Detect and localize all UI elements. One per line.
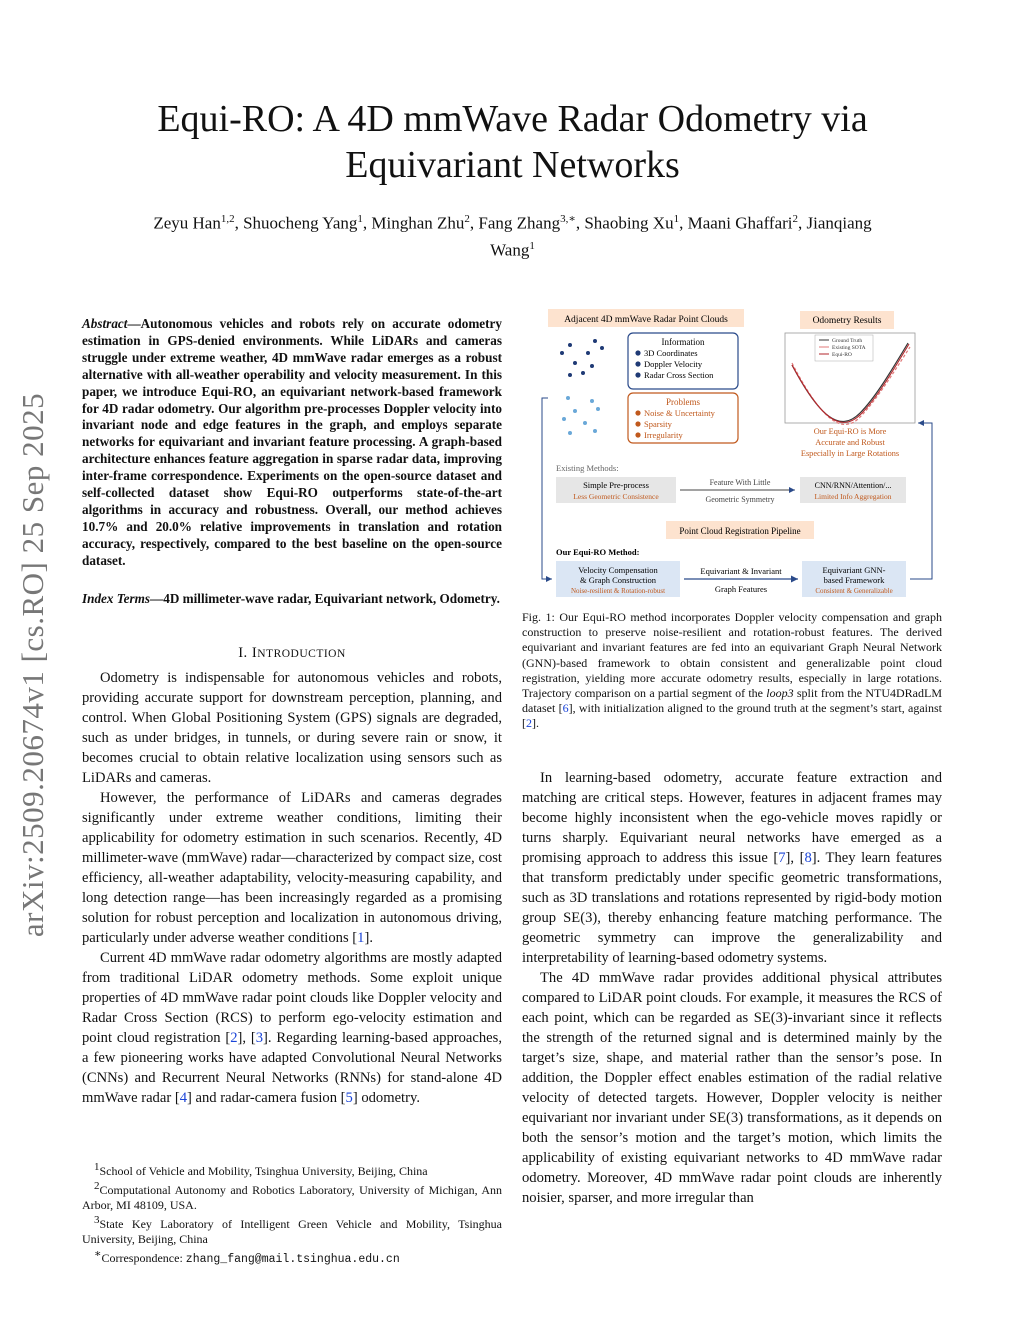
odometry-label: Odometry Results bbox=[812, 316, 882, 326]
authors-line-1: Zeyu Han$^{1,2}$, Shuocheng Yang$^1$, Minghan Zhu$^2$, Fang Zhang$^{3,∗}$, Shaobing Xu$^1$, Maani Ghaffari$^2$, Jianqiang bbox=[153, 213, 872, 233]
footnote-list bbox=[82, 1160, 502, 1247]
citation-link: 2 bbox=[230, 1030, 238, 1046]
equivariant-invariant-label: Equivariant & Invariant bbox=[700, 566, 782, 576]
footnote bbox=[82, 1160, 502, 1179]
caption-text: ], with initialization aligned to the ground truth at the segment’s start, against [ bbox=[522, 701, 943, 731]
author-name: Shuocheng Yang bbox=[243, 213, 358, 233]
citation-link: 2 bbox=[526, 716, 532, 731]
paragraph-text: ], [ bbox=[785, 850, 805, 866]
bullet-dot bbox=[635, 410, 640, 415]
author-name: Wang bbox=[490, 240, 530, 260]
author-list bbox=[90, 208, 935, 261]
bullet-dot bbox=[635, 361, 640, 366]
footnote-mark: 1 bbox=[94, 1161, 100, 1173]
citation-link: 8 bbox=[804, 850, 812, 866]
author-name: Shaobing Xu bbox=[584, 213, 674, 233]
index-terms-label: Index Terms bbox=[82, 591, 151, 606]
figure-1-diagram bbox=[540, 303, 940, 603]
caption-text: ]. bbox=[532, 716, 539, 731]
footnote bbox=[82, 1213, 502, 1247]
right-bracket-arrow bbox=[910, 423, 932, 579]
introduction-body bbox=[82, 668, 502, 1108]
section-number: I. bbox=[238, 645, 248, 661]
figure-caption bbox=[522, 610, 942, 732]
cnn-label: CNN/RNN/Attention/... bbox=[814, 481, 892, 490]
authors-line-2 bbox=[90, 235, 935, 262]
index-terms-text: —4D millimeter-wave radar, Equivariant network, Odometry. bbox=[150, 591, 500, 606]
footnote-text: Computational Autonomy and Robotics Laboratory, University of Michigan, Ann Arbor, MI 48109, USA. bbox=[82, 1183, 502, 1212]
paragraph-text: ], [ bbox=[237, 1030, 256, 1046]
citation-link: 5 bbox=[345, 1090, 353, 1106]
paragraph-text: ]. bbox=[364, 930, 373, 946]
paragraph-text: ]. Regarding learning-based approaches, a few pioneering works have adapted Convolutional Neural Networks (CNNs) and Recurrent Neural Networks (RNNs) for stand-alone 4D mmWave radar [ bbox=[82, 1030, 502, 1106]
graph-features-label: Graph Features bbox=[714, 584, 768, 594]
author-name: Minghan Zhu bbox=[371, 213, 465, 233]
index-terms bbox=[82, 590, 502, 607]
footnote-mark: 3 bbox=[94, 1214, 100, 1226]
author-name: Zeyu Han bbox=[153, 213, 221, 233]
information-item: 3D Coordinates bbox=[644, 348, 698, 358]
point-cloud-dark bbox=[560, 339, 604, 377]
velocity-line-2: & Graph Construction bbox=[579, 575, 657, 585]
bullet-dot bbox=[635, 432, 640, 437]
paper-title bbox=[90, 96, 935, 188]
intro-paragraph bbox=[82, 948, 502, 1108]
right-column-body bbox=[522, 768, 942, 1208]
paragraph-text: Odometry is indispensable for autonomous vehicles and robots, providing accurate support for downstream perception, planning, and control. When Global Positioning System (GPS) signals are degraded, such as under bridges, in tunnels, or during severe rain or snow, it becomes crucial to obtain relative localization using sensors such as LiDARs and cameras. bbox=[82, 670, 502, 786]
result-note-line: Especially in Large Rotations bbox=[800, 449, 900, 458]
result-note bbox=[801, 427, 899, 458]
arxiv-sidebar bbox=[8, 370, 58, 960]
legend-entry: Equi-RO bbox=[832, 352, 852, 358]
paragraph-text: ] odometry. bbox=[352, 1090, 420, 1106]
gnn-line-2: based Framework bbox=[823, 575, 885, 585]
bullet-dot bbox=[635, 350, 640, 355]
author-affiliation: 3,∗ bbox=[560, 213, 576, 225]
body-paragraph bbox=[522, 768, 942, 968]
information-item: Doppler Velocity bbox=[644, 359, 703, 369]
abstract bbox=[82, 316, 502, 570]
left-bracket-arrow bbox=[542, 398, 552, 579]
section-title-rest: NTRODUCTION bbox=[257, 648, 346, 660]
pipeline-label: Point Cloud Registration Pipeline bbox=[679, 526, 801, 536]
footnote-text: State Key Laboratory of Intelligent Green Vehicle and Mobility, Tsinghua University, Beijing, China bbox=[82, 1217, 502, 1246]
section-title-initial: I bbox=[251, 645, 258, 661]
author-affiliation: 2 bbox=[792, 213, 799, 225]
abstract-label: Abstract bbox=[82, 316, 128, 331]
section-heading bbox=[82, 645, 502, 662]
existing-methods-label: Existing Methods: bbox=[556, 463, 619, 473]
title-line-1: Equi-RO: A 4D mmWave Radar Odometry via bbox=[157, 98, 868, 140]
correspondence-note bbox=[82, 1247, 502, 1267]
caption-text: Fig. 1: Our Equi-RO method incorporates Doppler velocity compensation and graph construction to preserve noise-resilient and rotation-robust features. The derived equivariant and invariant features are fed into an equivariant Graph Neural Network (GNN)-based framework to obtain consistent and generalizable point cloud registration, yielding more accurate odometry results, especially in large rotations. Trajectory comparison on a partial segment of the bbox=[522, 610, 942, 701]
simple-preprocess-label: Simple Pre-process bbox=[583, 480, 649, 490]
correspondence-label: Correspondence: bbox=[101, 1251, 186, 1265]
paragraph-text: ]. They learn features that transform predictably under specific geometric transformations, such as 3D translations and rotations represented by rigid-body motion group SE(3), thereby enhancing feature matching performance. The geometric symmetry can improve the generalizability and interpretability of learning-based odometry systems. bbox=[522, 850, 942, 966]
information-title: Information bbox=[661, 337, 705, 347]
result-note-line: Our Equi-RO is More bbox=[813, 427, 887, 436]
footnote-mark: 2 bbox=[94, 1180, 100, 1192]
author-affiliation: 1 bbox=[357, 213, 363, 225]
footnote bbox=[82, 1179, 502, 1213]
author-affiliation: 1,2 bbox=[220, 213, 235, 225]
intro-paragraph bbox=[82, 668, 502, 788]
paragraph-text: In learning-based odometry, accurate feature extraction and matching are critical steps. However, features in adjacent frames may become highly inconsistent when the ego-vehicle moves rapidly or turns sharply. Equivariant neural networks have emerged as a promising approach to address this issue [ bbox=[522, 770, 942, 866]
legend-entry: Existing SOTA bbox=[832, 345, 866, 351]
feature-little-label: Feature With Little bbox=[709, 478, 771, 487]
bullet-dot bbox=[635, 421, 640, 426]
legend-entry: Ground Truth bbox=[832, 338, 863, 344]
problem-item: Irregularity bbox=[644, 430, 683, 440]
footnote-text: School of Vehicle and Mobility, Tsinghua University, Beijing, China bbox=[99, 1164, 428, 1178]
footnotes bbox=[82, 1160, 502, 1267]
caption-italic: loop3 bbox=[766, 686, 794, 701]
author-affiliation: 1 bbox=[673, 213, 680, 225]
abstract-text: —Autonomous vehicles and robots rely on accurate odometry estimation in GPS-denied environments. While LiDARs and cameras struggle under extreme weather, 4D mmWave radar emerges as a robust alternative with all-weather operability and velocity measurement. In this paper, we introduce Equi-RO, an equivariant network-based framework for 4D radar odometry. Our algorithm pre-processes Doppler velocity into invariant node and edge features in the graph, and employs separate networks for equivariant and invariant feature processing. A graph-based architecture enhances feature aggregation in sparse radar data, improving inter-frame correspondence. Experiments on the open-source dataset and self-collected dataset show Equi-RO outperforms state-of-the-art algorithms in accuracy and robustness. Overall, our method achieves 10.7% and 20.0% relative improvements in translation and rotation accuracy, respectively, compared to the best baseline on the open-source dataset. bbox=[82, 316, 502, 568]
citation-link: 3 bbox=[255, 1030, 264, 1046]
caption-text: split from the NTU4DRadLM dataset [ bbox=[522, 686, 942, 716]
paragraph-text: However, the performance of LiDARs and cameras degrades significantly under extreme weather conditions, limiting their applicability for odometry estimation in such scenarios. Recently, 4D millimeter-wave (mmWave) radar—characterized by compact size, cost efficiency, all-weather adaptability, velocity-measuring capability, and long detection range—has been increasingly regarded as a promising solution for robust perception and localization in autonomous driving, particularly under adverse weather conditions [ bbox=[82, 790, 502, 946]
correspondence-email: zhang_fang@mail.tsinghua.edu.cn bbox=[185, 1253, 400, 1266]
paragraph-text: The 4D mmWave radar provides additional physical attributes compared to LiDAR point clouds. For example, it measures the RCS of each point, which can be regarded as SE(3)-invariant since it reflects the strength of the returned signal and is determined mainly by the target’s size, shape, and material rather than the sensor’s pose. In addition, the Doppler effect enables estimation of the radial relative velocity of detected targets. However, Doppler velocity is neither equivariant nor invariant under SE(3) transformations, as it depends on both the sensor’s motion and the target’s motion, which limits the applicability of existing equivariant networks to 4D mmWave radar odometry. Moreover, 4D mmWave radar point clouds are inherently noisier, sparser, and more irregular than bbox=[522, 970, 942, 1206]
paragraph-text: Current 4D mmWave radar odometry algorithms are mostly adapted from traditional LiDAR odometry methods. Some exploit unique properties of 4D mmWave radar point clouds like Doppler velocity and Radar Cross Section (RCS) to perform ego-velocity estimation and point cloud registration [ bbox=[82, 950, 502, 1046]
bullet-dot bbox=[635, 372, 640, 377]
problem-item: Noise & Uncertainty bbox=[644, 408, 715, 418]
author-name: Maani Ghaffari bbox=[687, 213, 793, 233]
citation-link: 6 bbox=[562, 701, 569, 716]
arxiv-identifier: arXiv:2509.20674v1 [cs.RO] 25 Sep 2025 bbox=[15, 392, 50, 938]
intro-paragraph bbox=[82, 788, 502, 948]
body-paragraph bbox=[522, 968, 942, 1208]
adjacent-label: Adjacent 4D mmWave Radar Point Clouds bbox=[564, 315, 728, 325]
noise-resilient-label: Noise-resilient & Rotation-robust bbox=[570, 587, 666, 595]
gnn-line-1: Equivariant GNN- bbox=[822, 565, 886, 575]
problem-item: Sparsity bbox=[644, 419, 672, 429]
citation-link: 1 bbox=[357, 930, 365, 946]
information-item: Radar Cross Section bbox=[644, 370, 714, 380]
velocity-line-1: Velocity Compensation bbox=[578, 565, 658, 575]
problems-title: Problems bbox=[665, 397, 701, 407]
author-name: Jianqiang bbox=[806, 213, 872, 233]
consistent-label: Consistent & Generalizable bbox=[815, 587, 893, 595]
result-note-line: Accurate and Robust bbox=[815, 438, 885, 447]
author-affiliation: 1 bbox=[529, 239, 535, 252]
citation-link: 4 bbox=[179, 1090, 187, 1106]
limited-info-label: Limited Info Aggregation bbox=[814, 492, 892, 501]
author-affiliation: 2 bbox=[464, 213, 470, 225]
geometric-symmetry-label: Geometric Symmetry bbox=[705, 495, 775, 504]
paragraph-text: ] and radar-camera fusion [ bbox=[187, 1090, 346, 1106]
point-cloud-light bbox=[562, 396, 600, 435]
author-name: Fang Zhang bbox=[478, 213, 561, 233]
citation-link: 7 bbox=[778, 850, 786, 866]
correspondence-mark: ∗ bbox=[94, 1248, 102, 1260]
title-line-2: Equivariant Networks bbox=[345, 144, 680, 186]
less-geometric-label: Less Geometric Consistence bbox=[573, 492, 659, 501]
our-method-label: Our Equi-RO Method: bbox=[556, 547, 640, 557]
